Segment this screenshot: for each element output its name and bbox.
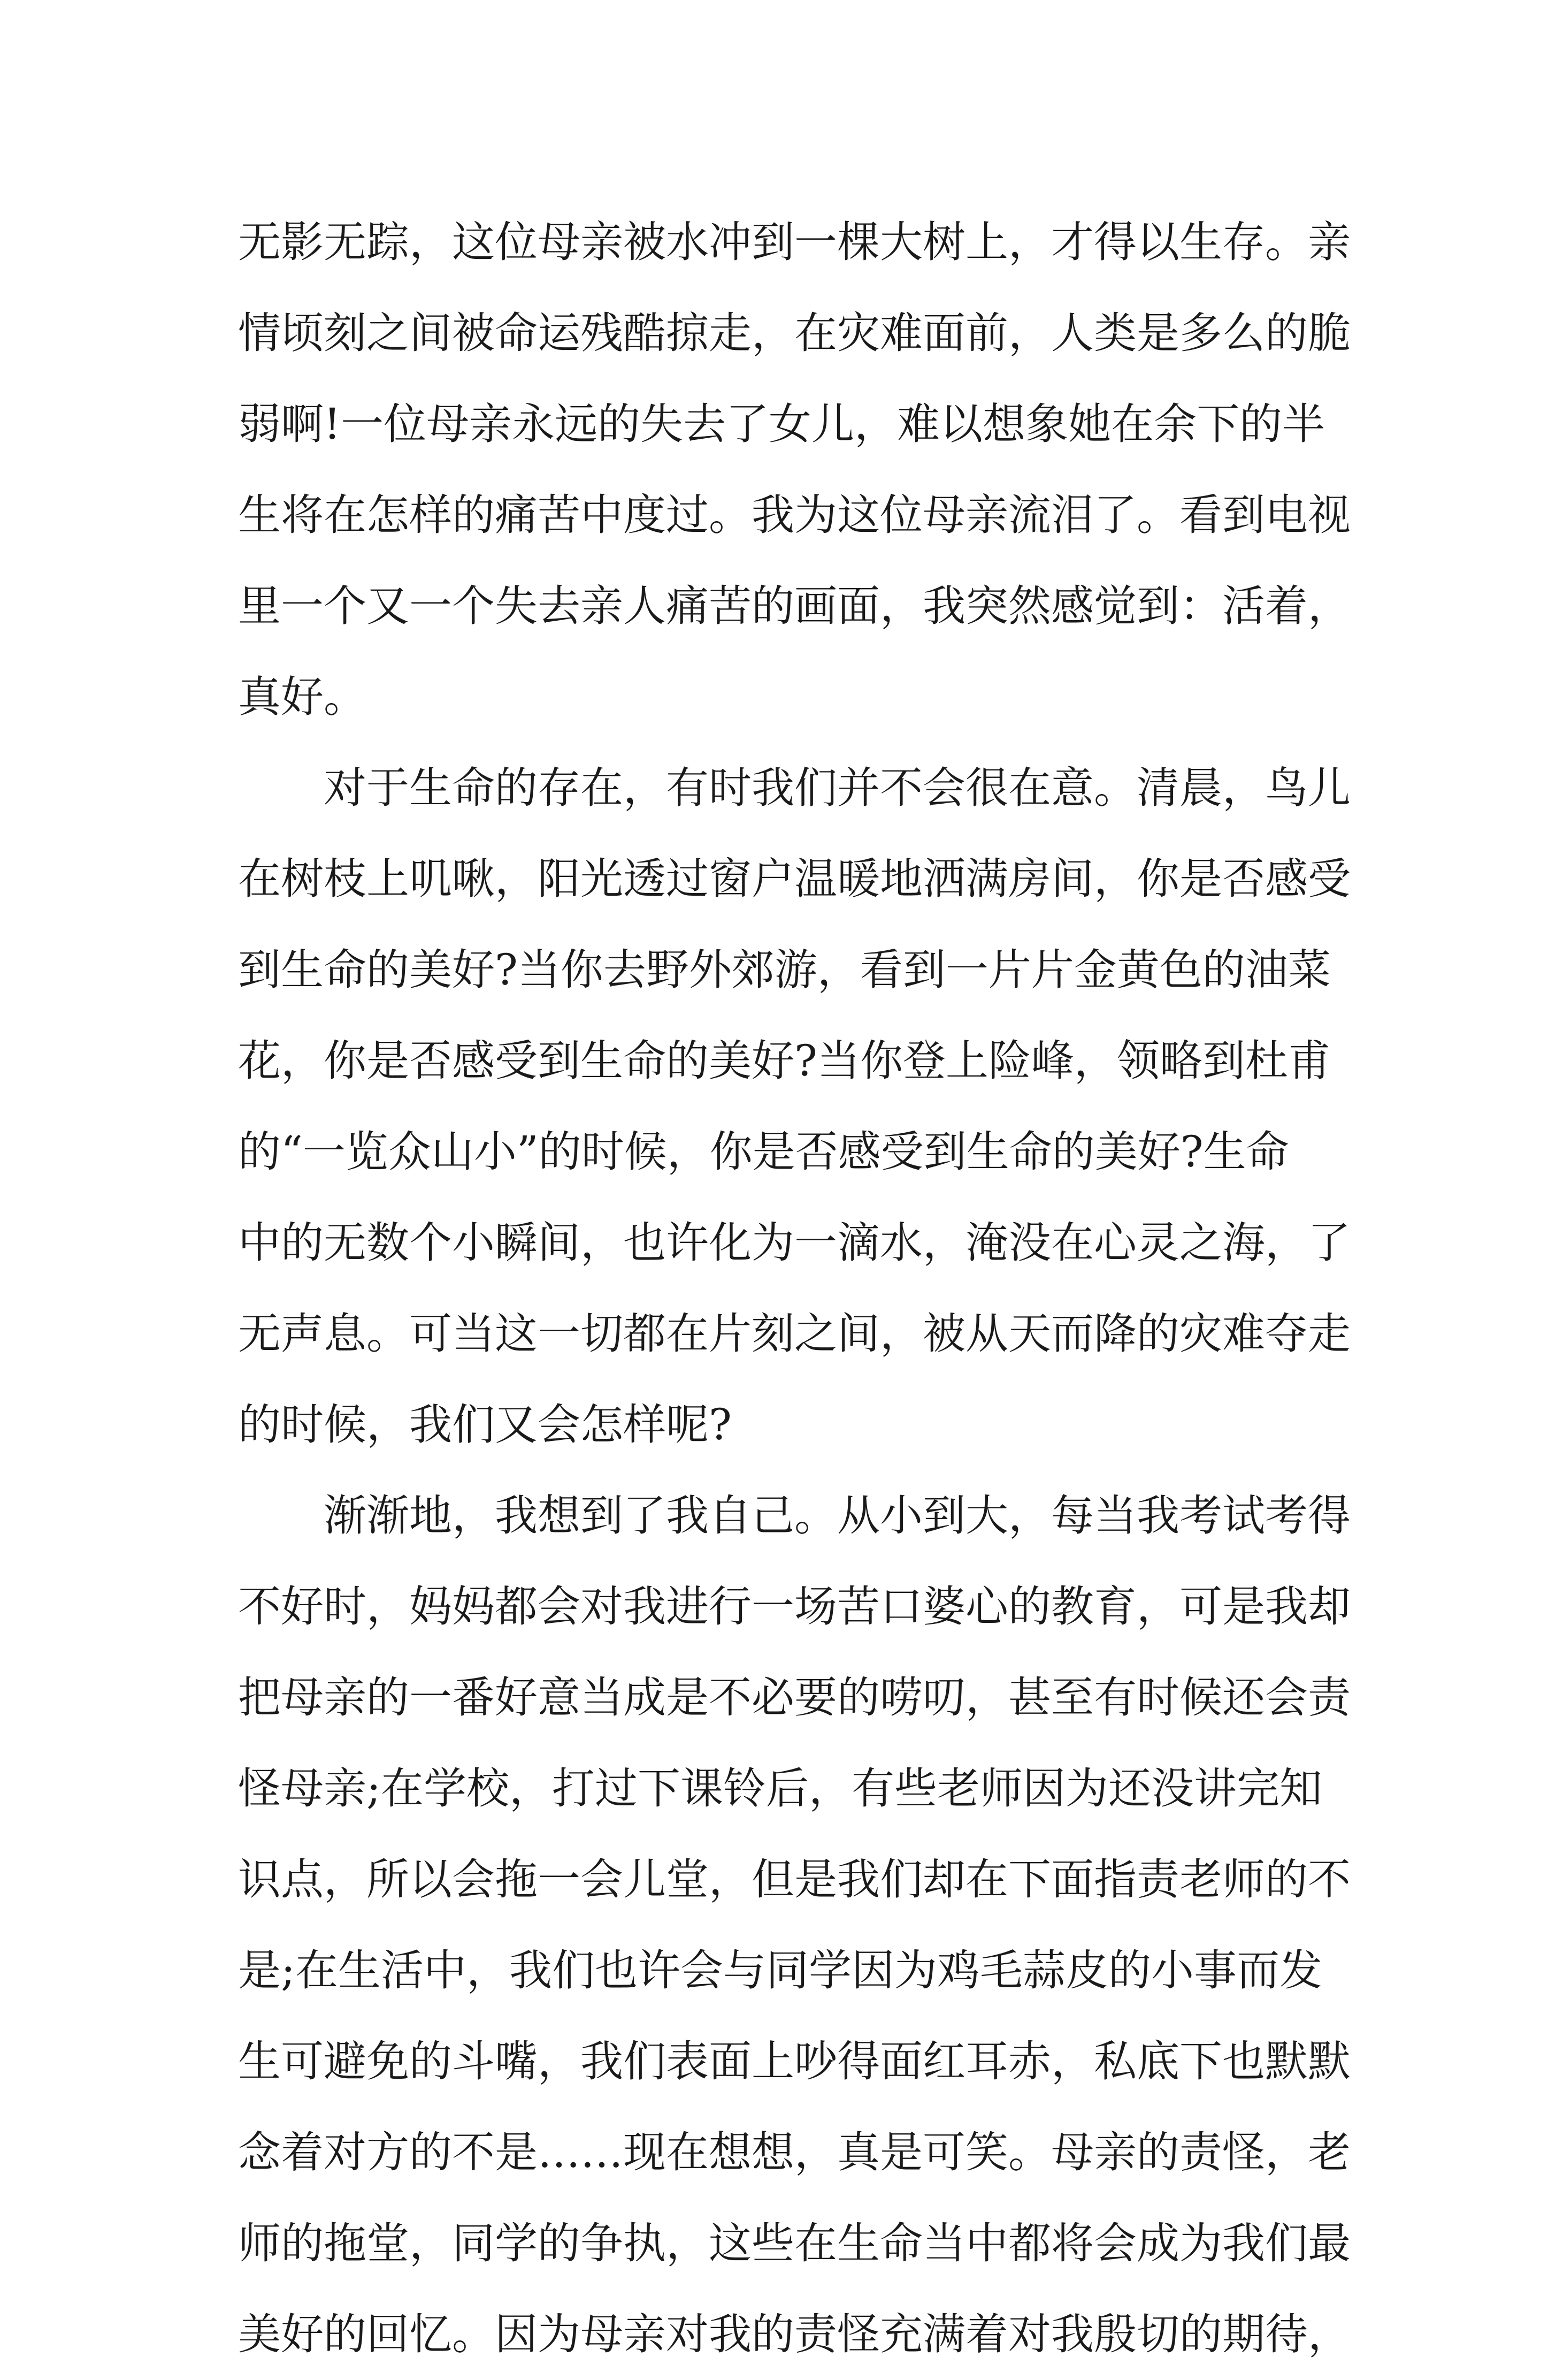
text-line: 是;在生活中，我们也许会与同学因为鸡毛蒜皮的小事而发	[238, 1946, 1322, 1995]
text-line: 无声息。可当这一切都在片刻之间，被从天而降的灾难夺走	[238, 1309, 1351, 1359]
text-line: 到生命的美好?当你去野外郊游，看到一片片金黄色的油菜	[238, 945, 1331, 995]
text-line: 弱啊!一位母亲永远的失去了女儿，难以想象她在余下的半	[238, 399, 1325, 449]
text-line: 生可避免的斗嘴，我们表面上吵得面红耳赤，私底下也默默	[238, 2036, 1351, 2086]
text-line: 生将在怎样的痛苦中度过。我为这位母亲流泪了。看到电视	[238, 490, 1351, 540]
paragraph-2	[238, 743, 1351, 1470]
body-text	[238, 197, 1351, 2380]
text-line: 师的拖堂，同学的争执，这些在生命当中都将会成为我们最	[238, 2218, 1351, 2268]
text-line: 在树枝上叽啾，阳光透过窗户温暖地洒满房间，你是否感受	[238, 854, 1351, 904]
paragraph-3	[238, 1470, 1351, 2380]
text-line: 渐渐地，我想到了我自己。从小到大，每当我考试考得	[324, 1491, 1351, 1540]
text-line: 念着对方的不是……现在想想，真是可笑。母亲的责怪，老	[238, 2127, 1351, 2177]
text-line: 美好的回忆。因为母亲对我的责怪充满着对我殷切的期待，	[238, 2309, 1351, 2359]
paragraph-1	[238, 197, 1351, 743]
text-line: 无影无踪，这位母亲被水冲到一棵大树上，才得以生存。亲	[238, 217, 1351, 267]
text-line: 怪母亲;在学校，打过下课铃后，有些老师因为还没讲完知	[238, 1764, 1322, 1813]
text-line: 的时候，我们又会怎样呢?	[238, 1400, 732, 1450]
text-line: 把母亲的一番好意当成是不必要的唠叨，甚至有时候还会责	[238, 1673, 1351, 1722]
text-line: 真好。	[238, 672, 366, 722]
text-line: 不好时，妈妈都会对我进行一场苦口婆心的教育，可是我却	[238, 1582, 1351, 1631]
text-line: 识点，所以会拖一会儿堂，但是我们却在下面指责老师的不	[238, 1855, 1351, 1904]
text-line: 情顷刻之间被命运残酷掠走，在灾难面前，人类是多么的脆	[238, 308, 1351, 358]
text-line: 里一个又一个失去亲人痛苦的画面，我突然感觉到：活着，	[238, 581, 1351, 631]
text-line: 中的无数个小瞬间，也许化为一滴水，淹没在心灵之海，了	[238, 1218, 1351, 1268]
text-line: 对于生命的存在，有时我们并不会很在意。清晨，鸟儿	[324, 763, 1351, 813]
text-line: 花，你是否感受到生命的美好?当你登上险峰，领略到杜甫	[238, 1036, 1331, 1086]
text-line: 的“一览众山小”的时候，你是否感受到生命的美好?生命	[238, 1127, 1289, 1177]
